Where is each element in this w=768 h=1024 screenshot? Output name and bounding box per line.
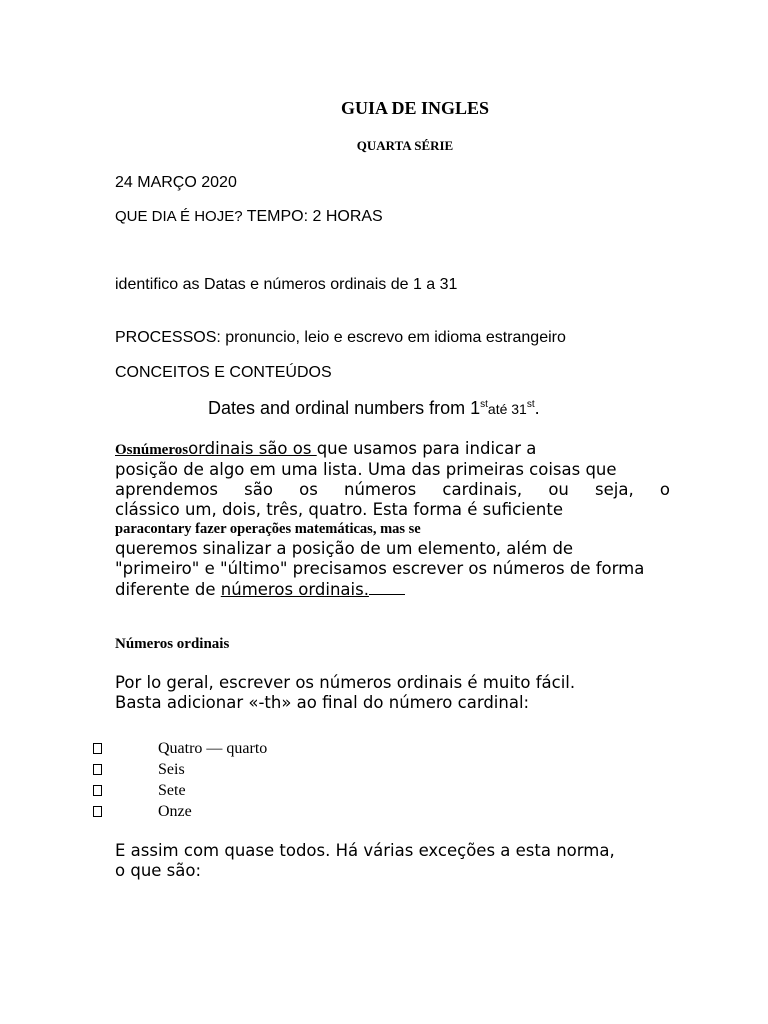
dates-heading-text: Dates and ordinal numbers from 1 [208, 398, 481, 418]
bullet-list [93, 738, 267, 822]
underline-blank [369, 579, 405, 595]
paragraph-continued-line3: diferente de [115, 580, 221, 599]
paragraph-exceptions [115, 841, 670, 881]
page-title: GUIA DE INGLES [340, 98, 490, 118]
section-heading-ordinais: Números ordinais [115, 636, 230, 652]
list-item [93, 780, 267, 801]
paragraph-intro-line1 [115, 439, 670, 460]
page-subtitle: QUARTA SÉRIE [356, 138, 454, 153]
underlined-term: ordinais são os [188, 439, 317, 458]
paragraph-rule [115, 673, 670, 713]
list-item [93, 759, 267, 780]
bullet-text: Sete [158, 781, 186, 799]
ordinal-numbers-link[interactable]: números ordinais. [220, 580, 369, 599]
paragraph-intro-line4: clássico um, dois, três, quatro. Esta forma é suficiente [115, 500, 563, 519]
checkbox-bullet-icon [93, 764, 102, 775]
paragraph-intro-line3: aprendemos são os números cardinais, ou seja, o [115, 480, 670, 499]
conceitos-line: CONCEITOS E CONTEÚDOS [115, 364, 332, 381]
paragraph-intro-line5: paracontary fazer operações matemáticas, mas se [115, 521, 421, 537]
dates-heading-sup2: st [526, 399, 535, 410]
tempo-question: QUE DIA É HOJE? [115, 208, 243, 225]
list-item [93, 738, 267, 759]
paragraph-intro-line1-rest: que usamos para indicar a [316, 439, 537, 458]
checkbox-bullet-icon [93, 785, 102, 796]
date-line: 24 MARÇO 2020 [115, 174, 237, 191]
bullet-text: Seis [158, 760, 185, 778]
bullet-text: Quatro — quarto [158, 739, 268, 757]
checkbox-bullet-icon [93, 743, 102, 754]
paragraph-continued-line2: "primeiro" e "último" precisamos escrever os números de forma [115, 559, 645, 578]
tempo-duration: TEMPO: 2 HORAS [242, 208, 383, 225]
checkbox-bullet-icon [93, 806, 102, 817]
dates-heading [208, 398, 540, 419]
list-item [93, 801, 267, 822]
paragraph-intro-line2: posição de algo em uma lista. Uma das primeiras coisas que [115, 460, 617, 479]
paragraph-rule-line1: Por lo geral, escrever os números ordinais é muito fácil. [115, 673, 576, 692]
dates-heading-ate: até 31 [487, 401, 527, 417]
dates-heading-sup1: st [480, 399, 488, 410]
paragraph-exceptions-line2: o que são: [115, 861, 202, 880]
paragraph-rule-line2: Basta adicionar «-th» ao final do número cardinal: [115, 693, 530, 712]
paragraph-continued-line1: queremos sinalizar a posição de um elemento, além de [115, 539, 574, 558]
objective-line: identifico as Datas e números ordinais de 1 a 31 [115, 276, 458, 293]
processos-line: PROCESSOS: pronuncio, leio e escrevo em idioma estrangeiro [115, 329, 566, 346]
paragraph-continued [115, 539, 670, 600]
bold-term: Osnúmeros [115, 442, 189, 458]
tempo-line [115, 208, 383, 226]
bullet-text: Onze [158, 802, 192, 820]
paragraph-intro [115, 439, 670, 538]
dates-heading-end: . [534, 398, 540, 418]
paragraph-exceptions-line1: E assim com quase todos. Há várias exceções a esta norma, [115, 841, 615, 860]
